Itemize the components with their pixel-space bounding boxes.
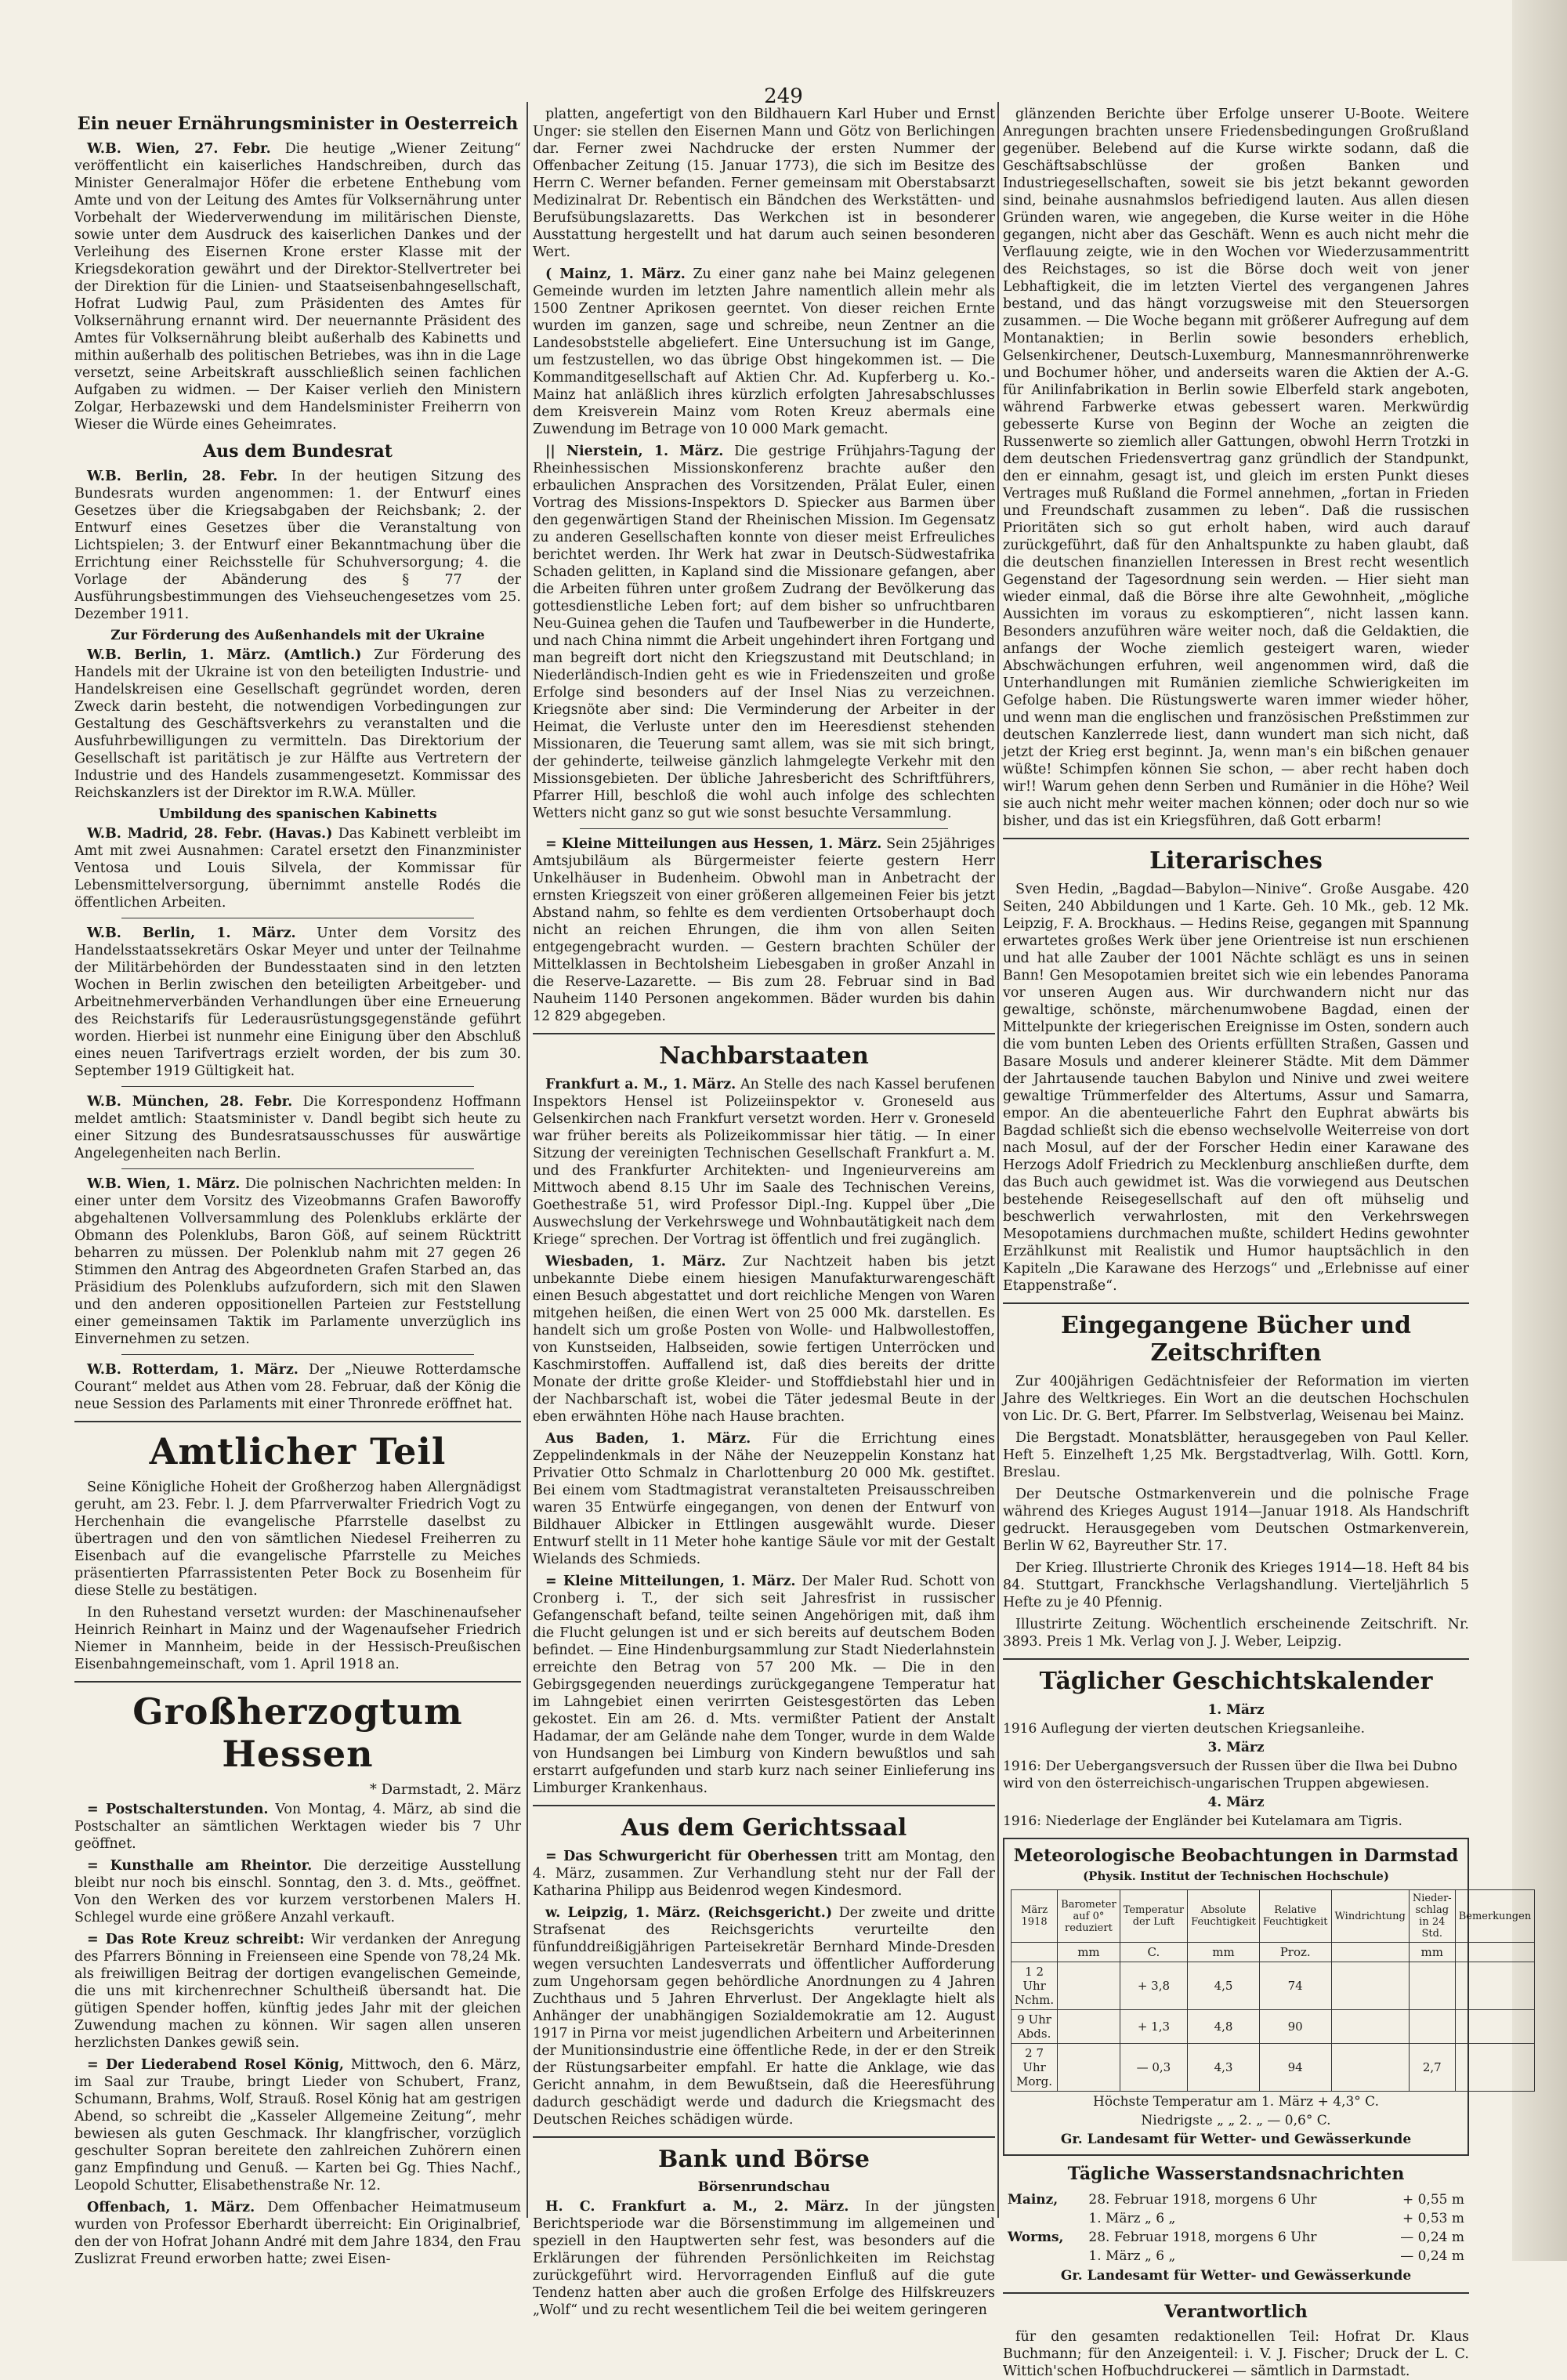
headline: Ein neuer Ernährungsminister in Oesterreich [77,114,519,134]
book-listing: Zur 400jährigen Gedächtnisfeier der Reformation im vierten Jahre des Weltkrieges. Ein Wort an die deutschen Hochschulen von Lic. Dr. G. Bert, Pfarrer. Im Selbstverlag, Weisenau bei Mainz. [1003,1374,1469,1424]
column-3 [1003,106,1532,2379]
unit-cell: mm [1058,1943,1120,1962]
news-item: = Das Schwurgericht für Oberhessen tritt am Montag, den 4. März, zusammen. Zur Verhandlung steht nur der Fall der Katharina Philipp aus Beidenrod wegen Kindesmord. [533,1849,995,1899]
table-cell: 4,3 [1188,2044,1260,2092]
table-cell: Mainz, [1008,2192,1059,2208]
article-paragraph: W.B. Rotterdam, 1. März. Der „Nieuwe Rotterdamsche Courant“ meldet aus Athen vom 28. Februar, daß der König die neue Session des Parlaments mit einer Thronrede eröffnet hat. [74,1362,521,1412]
column-header: Relative Feuchtigkeit [1259,1890,1331,1943]
table-row [1003,2190,1469,2209]
table-row [1003,2247,1469,2266]
book-listing: Illustrirte Zeitung. Wöchentlich erscheinende Zeitschrift. Nr. 3893. Preis 1 Mk. Verlag von J. J. Weber, Leipzig. [1003,1617,1469,1650]
separator [121,1354,474,1355]
subheadline: Zur Förderung des Außenhandels mit der Ukraine [110,628,485,643]
table-cell: 9 Uhr Abds. [1011,2010,1058,2044]
table-cell [1331,2044,1409,2092]
column-1 [74,106,522,2267]
section-headline: Aus dem Gerichtssaal [621,1814,907,1842]
table-cell: — 0,3 [1120,2044,1187,2092]
table-cell [1455,2044,1535,2092]
news-item: = Kunsthalle am Rheintor. Die derzeitige Ausstellung bleibt nur noch bis einschl. Sonntag, den 3. d. Mts., geöffnet. Von den Werken des vor kurzem verstorbenen Malers H. Schlegel wurde eine größere Anzahl verkauft. [74,1858,521,1925]
table-cell: 1 2 Uhr Nchm. [1011,1962,1058,2010]
article-paragraph: W.B. Berlin, 1. März. (Amtlich.) Zur Förderung des Handels mit der Ukraine ist von den beteiligten Industrie- und Handelskreisen eine Gesellschaft gegründet worden, deren Zweck darin besteht, die notwendigen Vorbedingungen zur Gestaltung des Geschäftsverkehrs zu veranstalten und die Ausfuhrbewilligungen zu vermitteln. Das Direktorium der Gesellschaft ist paritätisch je zur Hälfte aus Vertretern der Industrie und des Handels zusammengesetzt. Kommissar des Reichskanzlers ist der Direktor im R.W.A. Müller. [74,647,521,801]
section-headline: Amtlicher Teil [149,1430,447,1473]
table-cell: — 0,24 m [1400,2230,1464,2245]
calendar-entry: 1916 Auflegung der vierten deutschen Kriegsanleihe. [1003,1721,1365,1737]
table-cell: + 1,3 [1120,2010,1187,2044]
table-cell [1455,2010,1535,2044]
article-paragraph: W.B. Berlin, 1. März. Unter dem Vorsitz des Handelsstaatssekretärs Oskar Meyer und unter der Teilnahme der Militärbehörden der Bundesstaaten sind in den letzten Wochen in Berlin zwischen den beteiligten Arbeitgeber- und Arbeitnehmerverbänden Verhandlungen über eine Erneuerung des Reichstarifs für Lederausrüstungsgegenstände geführt worden. Hierbei ist nunmehr eine Einigung über den Abschluß eines neuen Tarifvertrags erzielt worden, der bis zum 30. September 1919 Gültigkeit hat. [74,926,522,1079]
weather-low: Niedrigste „ „ 2. „ — 0,6° C. [1141,2113,1331,2128]
weather-subtitle: (Physik. Institut der Technischen Hochschule) [1083,1869,1389,1883]
news-item: = Der Liederabend Rosel König, Mittwoch, den 6. März, im Saal zur Traube, bringt Lieder von Schubert, Franz, Schumann, Brahms, Wolf, Strauß. Rosel König hat am gestrigen Abend, so schreibt die „Kasseler Allgemeine Zeitung“, mehr bewiesen als guten Geschmack. Ihr klangfrischer, vorzüglich geschulter Sopran bereitete den zahlreichen Zuhörern einen ganz Empfindung und Genuß. — Karten bei Gg. Thies Nachf., Leopold Schutter, Elisabethenstraße Nr. 12. [74,2057,521,2193]
weather-title: Meteorologische Beobachtungen in Darmstad [1013,1846,1459,1866]
table-cell [1058,1962,1120,2010]
table-row [1011,2044,1535,2092]
unit-cell: Proz. [1259,1943,1331,1962]
separator [74,1421,521,1422]
table-cell [1003,2209,1084,2228]
news-item: || Nierstein, 1. März. Die gestrige Frühjahrs-Tagung der Rheinhessischen Missionskonferenz brachte außer den erbaulichen Ansprachen des Vorsitzenden, Prälat Euler, einen Vortrag des Missions-Inspektors D. Spiecker aus Barmen über den gegenwärtigen Stand der Rheinischen Mission. Im Gegensatz zu anderen Gesellschaften konnte von dieser meist Erfreuliches berichtet werden. Ihr Werk hat zwar in Deutsch-Südwestafrika Schaden gelitten, in Kapland sind die Missionare gefangen, aber die Arbeiten führen unter großem Zudrang der Bevölkerung das gottesdienstliche Leben fort; auf dem bisher so unfruchtbaren Neu-Guinea gehen die Taufen und Taufbewerber in die Hunderte, und nach China nimmt die Arbeit ungehindert ihren Fortgang und man begreift dort nicht den Kriegszustand mit Deutschland; in Niederländisch-Indien geht es wie in Friedenszeiten und große Erfolge sind besonders auf der Insel Nias zu verzeichnen. Kriegsnöte aber sind: Die Verminderung der Arbeiter in der Heimat, die Verluste unter den im Heeresdienst stehenden Missionaren, die Teuerung samt allem, was sie mit sich bringt, der gehinderte, teilweise gänzlich lahmgelegte Verkehr mit den Missionsgebieten. Der übliche Jahresbericht des Schriftführers, Pfarrer Hill, beschloß die wohl auch infolge des schlechten Wetters nicht ganz so gut wie sonst besuchte Versammlung. [533,444,995,821]
unit-cell [1455,1943,1535,1962]
weather-table [1011,1889,1535,2092]
article-paragraph: platten, angefertigt von den Bildhauern Karl Huber und Ernst Unger: sie stellen den Eisernen Mann und Götz von Berlichingen dar. Ferner zwei Nachdrucke der ersten Nummer der Offenbacher Zeitung (15. Januar 1773), die sich im Besitze des Herrn C. Werner befanden. Ferner gemeinsam mit Oberstabsarzt Medizinalrat Dr. Rebentisch ein Bändchen des Werkstätten- und Berufsübungslazaretts. Das Werkchen ist in besonderer Ausstattung hergestellt und hat darum auch seinen besonderen Wert. [533,107,995,260]
column-header: Barometer auf 0° reduziert [1058,1890,1120,1943]
article-paragraph: Sven Hedin, „Bagdad—Babylon—Ninive“. Große Ausgabe. 420 Seiten, 240 Abbildungen und 1 Karte. Geh. 10 Mk., geb. 12 Mk. Leipzig, F. A. Brockhaus. — Hedins Reise, gegangen mit Spannung erwartetes großes Werk über jene Orientreise ist nun erschienen und hat alle Zauber der 1001 Nächte schlägt es uns in seinen Bann! Gen Mesopotamien breitet sich wie ein lebendes Panorama vor unseren Augen aus. Wir durchwandern nicht nur das gewaltige, schönste, märchenumwobene Bagdad, einen der Mittelpunkte der kriegerischen Ereignisse im Osten, sondern auch die vom bunten Leben des Orients erfüllten Straßen, Gassen und Basare Mosuls und anderer kleinerer Städte. Mit dem Dämmer der Jahrtausende tauchen Babylon und Ninive und zwei weitere gewaltige Trümmerfelder des Altertums, Assur und Samarra, empor. An die abenteuerliche Fahrt den Euphrat abwärts bis Bagdad schließt sich die ebenso wechselvolle Weiterreise von dort nach Mosul, auf der der Forscher Hedin einer Karawane des Herzogs Adolf Friedrich zu Mecklenburg anschließen durfte, dem das Buch auch gewidmet ist. Was die vorwiegend aus Deutschen bestehende Reisegesellschaft auf den oft mühselig und beschwerlich verwahrlosten, mit den Verkehrswegen Mesopotamiens durchmachen mußte, schildert Hedins gewohnter Erzählkunst mit Realistik und Humor hauptsächlich in den Kapiteln „Die Karawane des Herzogs“ und „Erlebnisse auf einer Etappenstraße“. [1003,882,1469,1294]
unit-cell: C. [1120,1943,1187,1962]
table-row [1011,2010,1535,2044]
column-header: März 1918 [1011,1890,1058,1943]
calendar-date: 4. März [1207,1795,1265,1810]
news-item: ( Mainz, 1. März. Zu einer ganz nahe bei Mainz gelegenen Gemeinde wurden im letzten Jahre namentlich allein mehr als 1500 Zentner Aprikosen geerntet. Von dieser reichen Ernte wurden im ganzen, sage und schreibe, neun Zentner an die Landesobststelle abgeliefert. Eine Untersuchung ist im Gange, um festzustellen, wo das übrige Obst hingekommen ist. — Die Kommanditgesellschaft auf Aktien Chr. Ad. Kupferberg u. Ko.-Mainz hat anläßlich ihres kürzlich erfolgten Jahresabschlusses dem Kreisverein Mainz vom Roten Kreuz abermals eine Zuwendung im Betrage von 10 000 Mark gemacht. [533,266,995,437]
section-headline: Tägliche Wasserstandsnachrichten [1067,2164,1405,2184]
column-header: Temperatur der Luft [1120,1890,1187,1943]
table-cell: 2,7 [1409,2044,1455,2092]
separator [121,1086,474,1087]
article-paragraph: W.B. Wien, 1. März. Die polnischen Nachrichten melden: In einer unter dem Vorsitz des Vizeobmanns Grafen Baworoffy abgehaltenen Vollversammlung des Polenklubs erklärte der Obmann des Polenklubs, Baron Göß, auf seinem Rücktritt beharren zu müssen. Der Polenklub nahm mit 27 gegen 26 Stimmen den Antrag des Abgeordneten Grafen Starbed an, das Präsidium des Polenklubs aufzufordern, sich mit den Slawen und den anderen oppositionellen Parteien zur Feststellung einer gemeinsamen Taktik im Parlamente unverzüglich ins Einvernehmen zu setzen. [74,1176,521,1347]
dateline: * Darmstadt, 2. März [369,1781,521,1798]
table-cell: 4,8 [1188,2010,1260,2044]
table-cell: + 0,55 m [1402,2192,1464,2208]
book-listing: Der Krieg. Illustrierte Chronik des Krieges 1914—18. Heft 84 bis 84. Stuttgart, Franckhsche Verlagshandlung. Vierteljährlich 5 Hefte zu je 40 Pfennig. [1003,1560,1469,1610]
section-headline: Literarisches [1149,847,1323,875]
table-cell [1409,2010,1455,2044]
column-2 [533,106,995,2318]
unit-cell: mm [1188,1943,1260,1962]
article-paragraph: glänzenden Berichte über Erfolge unserer U-Boote. Weitere Anregungen brachten unsere Friedensbedingungen Großrußland gegenüber. Belebend auf die Kurse wirkte sodann, daß die Geschäftsabschlüsse der großen Banken und Industriegesellschaften, soweit sie bis jetzt bekannt geworden sind, beinahe ausnahmslos befriedigend lauten. Aus allen diesen Gründen waren, wie angegeben, die Kurse weiter in die Höhe gegangen, nicht aber das Geschäft. Wenn es auch nicht mehr die Verflauung zeigte, wie in den Wochen vor Wiederzusammentritt des Reichstages, so ist die Börse doch weit von jener Lebhaftigkeit, die im letzten Viertel des vergangenen Jahres bestand, und das hängt vorzugsweise mit den Steuersorgen zusammen. — Die Woche begann mit größerer Aufregung auf dem Montanaktien; in Berlin sowie besonders erheblich, Gelsenkirchener, Deutsch-Luxemburg, Mannesmannröhrenwerke und Bochumer höher, und anderseits waren die Aktien der A.-G. für Anilinfabrikation in Berlin sowie Elberfeld stark angeboten, während Farbwerke etwas gebessert waren. Merkwürdig gebesserte Kurse von Beginn der Woche an zeigten die Russenwerte so ziemlich aller Gattungen, obwohl Herrn Trotzki in dem deutschen Friedensvertrag ganz gründlich der Standpunkt, den er einnahm, gesagt ist, und gleich im ersten Punkt dieses Vertrages muß Rußland die Formel annehmen, „fortan in Frieden und Freundschaft zusammen zu leben“. Daß die russischen Prioritäten sich so gut erholt haben, wird auch darauf zurückgeführt, daß für den Anhaltspunkte zu haben glaubt, daß die deutschen finanziellen Interessen in Brest recht wesentlich Gegenstand der Tagesordnung sein werden. — Hier sieht man wieder einmal, daß die Börse ihre alte Gewohnheit, „mögliche Aussichten im voraus zu eskomptieren“, nicht lassen kann. Besonders anzuführen wäre weiter noch, daß die Geldaktien, die anfangs der Woche ziemlich gesteigert waren, wieder Abschwächungen erfuhren, weil angenommen wird, daß die Unterhandlungen mit Rumänien ziemliche Schwierigkeiten im Gefolge haben. Die Rüstungswerte waren immer wieder höher, und wenn man die englischen und französischen Preßstimmen zur deutschen Kanzlerrede liest, dann wundert man sich nicht, daß jetzt der Krieg erst beginnt. Ja, wenn man's ein bißchen genauer wüßte! Schimpfen können Sie schon, — aber recht haben doch wir!! Warum gehen denn Serben und Rumänier in die Höhe? Weil sie auch nicht mehr weiter machen können; oder doch nur so wie bisher, und das ist ein Kriegsführen, daß Gott erbarm! [1003,107,1469,829]
news-item: Wiesbaden, 1. März. Zur Nachtzeit haben bis jetzt unbekannte Diebe einem hiesigen Manufakturwarengeschäft einen Besuch abgestattet und dort reichliche Mengen von Waren mitgehen heißen, die einen Wert von 25 000 Mk. darstellen. Es handelt sich um große Posten von Wolle- und Halbwollestoffen, von Kunstseiden, Halbseiden, sowie fertigen Unterröcken und Kaschmirstoffen. Auffallend ist, daß dies bereits der dritte Monate der dritte große Kleider- und Stoffdiebstahl hier und in der Nachbarschaft ist, wobei die Täter jedesmal Beute in der eben erwähnten Höhe nach Hause brachten. [533,1254,995,1425]
column-header: Windrichtung [1331,1890,1409,1943]
unit-cell [1331,1943,1409,1962]
separator [1003,2292,1469,2294]
table-cell [1331,2010,1409,2044]
news-item: Frankfurt a. M., 1. März. An Stelle des nach Kassel berufenen Inspektors Hensel ist Polizeiinspektor v. Groneseld aus Gelsenkirchen nach Frankfurt versetzt worden. Herr v. Groneseld war früher bereits als Polizeikommissar hier tätig. — In einer Sitzung der vereinigten Technischen Gesellschaft Frankfurt a. M. und des Frankfurter Architekten- und Ingenieurvereins am Mittwoch abend 8.15 Uhr im Saale des Technischen Vereins, Goethestraße 51, wird Professor Dipl.-Ing. Kuppel über „Die Auswechslung der Verkehrswege und Wohnbautätigkeit nach dem Kriege“ sprechen. Der Vortrag ist öffentlich und frei zugänglich. [533,1077,995,1248]
table-cell: + 0,53 m [1402,2211,1464,2226]
table-cell: 2 7 Uhr Morg. [1011,2044,1058,2092]
article-paragraph: Seine Königliche Hoheit der Großherzog haben Allergnädigst geruht, am 23. Febr. l. J. dem Pfarrverwalter Friedrich Vogt zu Herchenhain die evangelische Pfarrstelle daselbst zu übertragen und den von sämtlichen Niedesel Freiherren zu Eisenbach auf die evangelische Pfarrstelle zu Meiches präsentierten Pfarrassistenten Peter Bock zu Bosenheim für diese Stelle zu bestätigen. [74,1480,521,1599]
column-divider [997,102,999,2218]
separator [580,828,948,829]
water-footer: Gr. Landesamt für Wetter- und Gewässerkunde [1060,2268,1412,2284]
table-cell [1058,2044,1120,2092]
table-cell: 74 [1259,1962,1331,2010]
calendar-entry: 1916: Niederlage der Engländer bei Kutelamara am Tigris. [1003,1813,1402,1829]
subheadline: Börsenrundschau [697,2179,831,2195]
table-cell: 28. Februar 1918, morgens 6 Uhr [1088,2230,1317,2245]
separator [1003,838,1469,839]
section-headline: Nachbarstaaten [659,1042,869,1070]
column-header: Bemerkungen [1455,1890,1535,1943]
table-cell: — 0,24 m [1400,2248,1464,2264]
table-cell: 1. März „ 6 „ [1088,2211,1176,2226]
section-headline: Eingegangene Bücher und Zeitschriften [1061,1312,1411,1367]
table-cell [1455,1962,1535,2010]
calendar-date: 3. März [1207,1740,1265,1755]
article-paragraph: H. C. Frankfurt a. M., 2. März. In der jüngsten Berichtsperiode war die Börsenstimmung im allgemeinen und speziell in den Hauptwerten sehr fest, was besonders auf die Erklärungen der führenden Persönlichkeiten im Reichstag zurückgeführt wird. Hervorragenden Einfluß auf die gute Tendenz hatten aber auch die großen Erfolge des Hilfskreuzers „Wolf“ und zu recht wesentlichem Teil die bei weitem geringeren [533,2199,995,2318]
page-number: 249 [764,85,803,108]
news-item: = Kleine Mitteilungen, 1. März. Der Maler Rud. Schott von Cronberg i. T., der sich seit Jahresfrist in russischer Gefangenschaft befand, teilte seinen Angehörigen mit, daß ihm die Flucht gelungen ist und er sich bereits auf deutschem Boden befindet. — Eine Hindenburgsammlung zur Stadt Niederlahnstein erreichte den Betrag von 57 200 Mk. — Die in den Gebirgsgegenden neuerdings zurückgegangene Temperatur hat im Lahngebiet einen verirrten Geistesgestörten das Leben gekostet. Ein am 26. d. Mts. vermißter Patient der Anstalt Hadamar, der am Gelände nahe dem Tonger, wurde in dem Walde von Hundsangen bei Limburg von Kindern bewußtlos und sah erstarrt aufgefunden und starb kurz nach seiner Einlieferung ins Limburger Krankenhaus. [533,1574,995,1796]
separator [1003,1302,1469,1304]
separator [121,1168,474,1169]
article-paragraph: W.B. Wien, 27. Febr. Die heutige „Wiener Zeitung“ veröffentlicht ein kaiserliches Handschreiben, durch das Minister Generalmajor Höfer die erbetene Enthebung vom Amte und von der Leitung des Amtes für Volksernährung unter Vorbehalt der Wiederverwendung im militärischen Dienste, sowie unter dem Ausdruck des kaiserlichen Dankes und der Verleihung des Eisernen Krone erster Klasse mit der Kriegsdekoration gewährt und der Direktor-Stellvertreter bei der Direktion für die Linien- und Staatseisenbahngesellschaft, Hofrat Ludwig Paul, zum Präsidenten des Amtes für Volksernährung ernannt wird. Der neuernannte Präsident des Amtes für Volksernährung bleibt außerhalb des Kabinetts und mithin außerhalb des politischen Betriebes, was ihn in die Lage versetzt, seine Arbeitskraft ausschließlich seinen fachlichen Aufgaben zu widmen. — Der Kaiser verlieh den Ministern Zolgar, Herbazewski und dem Handelsminister Freiherrn von Wieser die Würde eines Geheimrates. [74,141,521,433]
weather-high: Höchste Temperatur am 1. März + 4,3° C. [1093,2094,1379,2110]
table-cell [1409,1962,1455,2010]
water-level-table [1003,2190,1469,2266]
table-cell [1331,1962,1409,2010]
unit-cell [1011,1943,1058,1962]
news-item: w. Leipzig, 1. März. (Reichsgericht.) Der zweite und dritte Strafsenat des Reichsgerichts verurteilte den fünfunddreißigjährigen Parteisekretär Bernhard Minde-Dresden wegen versuchten Landesverrats und öffentlicher Aufforderung zum Ungehorsam gegen behördliche Anordnungen zu 4 Jahren Zuchthaus und 5 Jahren Ehrverlust. Der Angeklagte hielt als Anhänger der unabhängigen Sozialdemokratie am 12. August 1917 in Pirna vor meist jugendlichen Arbeitern und Arbeiterinnen der Munitionsindustrie eine öffentliche Rede, in der er den Streik der Rüstungsarbeiter empfahl. Er hatte die Anklage, wie das Gericht annahm, in dem Bewußtsein, daß die Heeresführung dadurch geschädigt werde und dadurch die Kriegsmacht des Deutschen Reiches schädigen würde. [533,1905,995,2128]
weather-footer: Gr. Landesamt für Wetter- und Gewässerkunde [1060,2132,1412,2147]
table-cell: 1. März „ 6 „ [1088,2248,1176,2264]
table-cell: + 3,8 [1120,1962,1187,2010]
table-row [1003,2209,1469,2228]
unit-cell: mm [1409,1943,1455,1962]
table-row [1011,1962,1535,2010]
separator [533,1805,995,1806]
book-listing: Der Deutsche Ostmarkenverein und die polnische Frage während des Krieges August 1914—Januar 1918. Als Handschrift gedruckt. Herausgegeben vom Deutschen Ostmarkenverein, Berlin W 62, Bayreuther Str. 17. [1003,1487,1469,1554]
calendar-date: 1. März [1207,1702,1265,1718]
subheadline: Umbildung des spanischen Kabinetts [158,806,437,822]
column-header: Nieder-schlag in 24 Std. [1409,1890,1455,1943]
separator [74,1681,521,1683]
table-cell [1003,2247,1084,2266]
table-cell: Worms, [1008,2230,1064,2245]
table-cell: 90 [1259,2010,1331,2044]
book-listing: Die Bergstadt. Monatsblätter, herausgegeben von Paul Keller. Heft 5. Einzelheft 1,25 Mk. Bergstadtverlag, Wilh. Gottl. Korn, Breslau. [1003,1430,1469,1480]
headline: Aus dem Bundesrat [203,441,393,462]
table-cell [1058,2010,1120,2044]
section-headline: Großherzogtum Hessen [132,1690,463,1775]
article-paragraph: In den Ruhestand versetzt wurden: der Maschinenaufseher Heinrich Reinhart in Mainz und der Wagenaufseher Friedrich Niemer in Mannheim, beide in der Hessisch-Preußischen Eisenbahngemeinschaft, vom 1. April 1918 an. [74,1605,521,1672]
imprint: für den gesamten redaktionellen Teil: Hofrat Dr. Klaus Buchmann; für den Anzeigenteil: i. V. J. Fischer; Druck der L. C. Wittich'schen Hofbuchdruckerei — sämtlich in Darmstadt. [1003,2329,1469,2379]
table-cell: 28. Februar 1918, morgens 6 Uhr [1088,2192,1317,2208]
separator [533,2136,995,2138]
news-item: = Postschalterstunden. Von Montag, 4. März, ab sind die Postschalter an sämtlichen Werktagen wieder bis 7 Uhr geöffnet. [74,1802,521,1852]
table-cell: 4,5 [1188,1962,1260,2010]
table-cell: 94 [1259,2044,1331,2092]
calendar-entry: 1916: Der Uebergangsversuch der Russen über die Ilwa bei Dubno wird von den österreichisch-ungarischen Truppen abgewiesen. [1003,1759,1457,1791]
article-paragraph: W.B. Berlin, 28. Febr. In der heutigen Sitzung des Bundesrats wurden angenommen: 1. der Entwurf eines Gesetzes über die Kriegsabgaben der Reichsbank; 2. der Entwurf eines Gesetzes über die Veranstaltung von Lichtspielen; 3. der Entwurf einer Bekanntmachung über die Errichtung einer Reichsstelle für Schuhversorgung; 4. die Vorlage der Abänderung des § 77 der Ausführungsbestimmungen des Viehseuchengesetzes vom 25. Dezember 1911. [74,469,521,622]
news-item: Aus Baden, 1. März. Für die Errichtung eines Zeppelindenkmals in der Nähe der Neuzeppelin Konstanz hat Privatier Otto Schmalz in Charlottenburg 20 000 Mk. gestiftet. Bei einem vom Stadtmagistrat veranstalteten Preisausschreiben waren 35 Entwürfe eingegangen, von denen der Entwurf von Bildhauer Albicker in Ettlingen ausgewählt wurde. Dieser Entwurf stellt in 11 Meter hohe kantige Säule vor mit der Gestalt Wielands des Schmieds. [533,1431,995,1567]
article-paragraph: W.B. Madrid, 28. Febr. (Havas.) Das Kabinett verbleibt im Amt mit zwei Ausnahmen: Caratel ersetzt den Finanzminister Ventosa und Louis Silvela, der Kommissar für Lebensmittelversorgung, übernimmt anstelle Rodés die öffentlichen Arbeiten. [74,826,521,911]
weather-box [1003,1838,1532,2156]
separator [533,1033,995,1034]
news-item: = Kleine Mitteilungen aus Hessen, 1. März. Sein 25jähriges Amtsjubiläum als Bürgermeister feierte gestern Herr Unkelhäuser in Budenheim. Obwohl man in Anbetracht der ernsten Kriegszeit von einer größeren allgemeinen Feier bis jetzt Abstand nahm, so fehlte es dem verdienten Ortsoberhaupt doch nicht an reichen Ehrungen, die ihm von allen Seiten entgegengebracht wurden. — Gestern brachten Schüler der Mittelklassen in Bechtolsheim Liebesgaben in großer Anzahl in die Reserve-Lazarette. — Bis zum 28. Februar sind in Bad Nauheim 1140 Personen angekommen. Bäder wurden bis dahin 12 829 abgegeben. [533,836,995,1024]
section-headline: Täglicher Geschichtskalender [1039,1668,1433,1695]
column-header: Absolute Feuchtigkeit [1188,1890,1260,1943]
news-item: Offenbach, 1. März. Dem Offenbacher Heimatmuseum wurden von Professor Eberhardt überreicht: Ein Originalbrief, den der von Hofrat Johann André mit dem Jahre 1834, den Frau Zuslizrat Freund erworben hatte; zwei Eisen- [74,2200,521,2267]
separator [1003,1658,1469,1660]
column-divider [527,102,528,2218]
article-paragraph: W.B. München, 28. Febr. Die Korrespondenz Hoffmann meldet amtlich: Staatsminister v. Dandl begibt sich heute zu einer Sitzung des Bundesratsausschusses für auswärtige Angelegenheiten nach Berlin. [74,1094,521,1161]
section-headline: Bank und Börse [657,2146,870,2173]
news-item: = Das Rote Kreuz schreibt: Wir verdanken der Anregung des Pfarrers Bönning in Freienseen eine Spende von 78,24 Mk. als freiwilligen Beitrag der dortigen evangelischen Gemeinde, die uns mit kirchenrechner Schultheiß übersandt hat. Die gütigen Spender hoffen, künftig jedes Jahr mit der gleichen Zuwendung machen zu können. Wir sagen allen unseren herzlichsten Dankes gewiß sein. [74,1932,522,2051]
table-row [1003,2228,1469,2247]
section-headline: Verantwortlich [1164,2302,1308,2322]
